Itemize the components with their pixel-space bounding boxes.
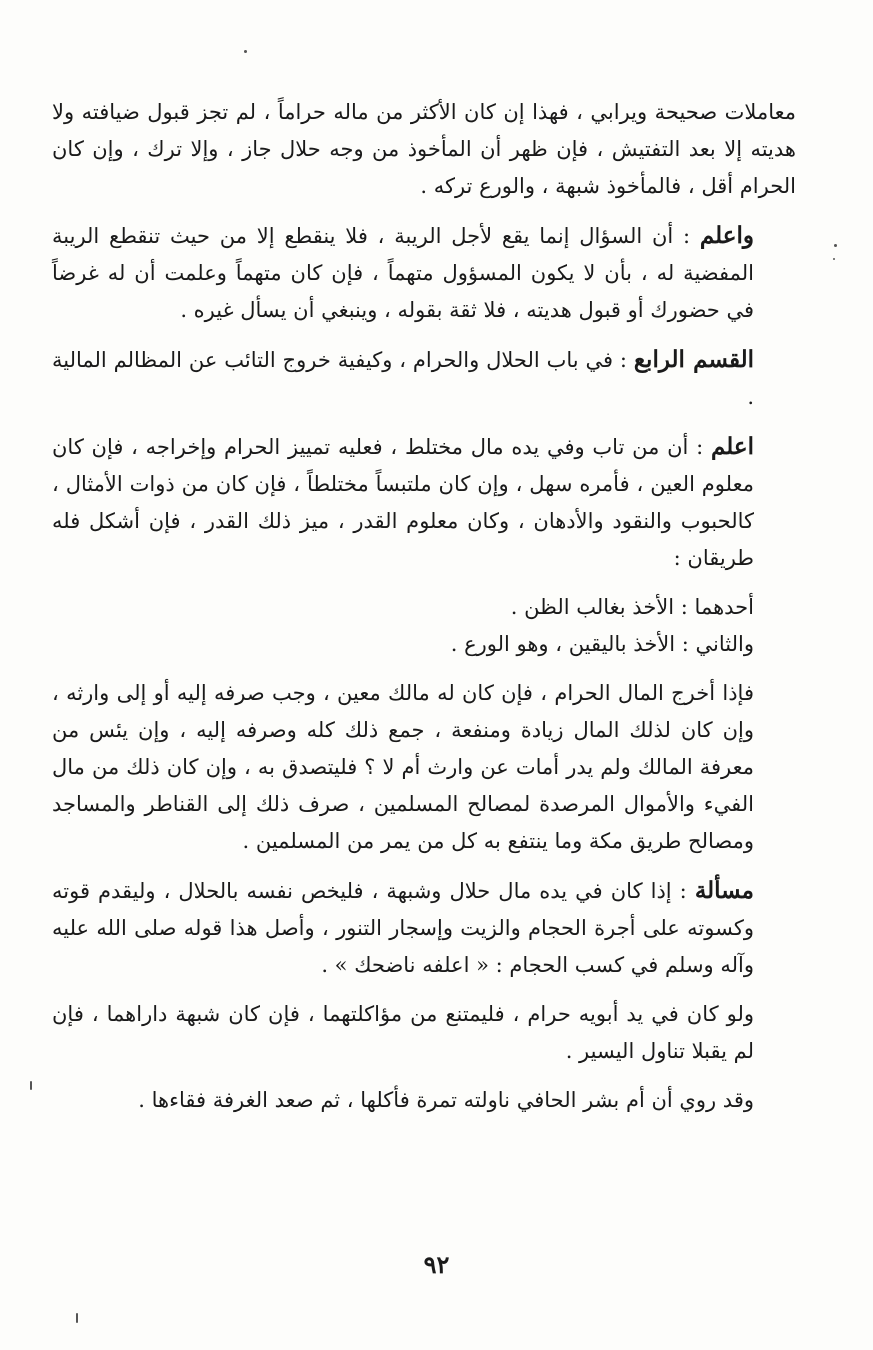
scan-speck <box>833 258 835 260</box>
section-subtitle: : في باب الحلال والحرام ، وكيفية خروج التائب عن المظالم المالية . <box>52 348 754 409</box>
paragraph-body: معاملات صحيحة ويرابي ، فهذا إن كان الأكثر من ماله حراماً ، لم تجز قبول ضيافته ولا هديته إلا بعد التفتيش ، فإن ظهر أن المأخوذ من وجه حلال جاز ، وإلا ترك ، وإن كان الحرام أقل ، فالمأخوذ شبهة ، والورع تركه . <box>52 100 796 198</box>
two-ways-list <box>52 589 796 663</box>
list-item: والثاني : الأخذ باليقين ، وهو الورع . <box>450 632 754 656</box>
paragraph-body: : أن من تاب وفي يده مال مختلط ، فعليه تمييز الحرام وإخراجه ، فإن كان معلوم العين ، فأمره سهل ، وإن كان ملتبساً مختلطاً ، فإن كان من ذوات الأمثال ، كالحبوب والنقود والأدهان ، وكان معلوم القدر ، ميز ذلك القدر ، فإن أشكل فله طريقان : <box>52 435 754 570</box>
paragraph-continued <box>52 94 796 205</box>
paragraph-heading: واعلم <box>699 222 754 249</box>
paragraph-ilam <box>52 428 796 577</box>
scan-speck <box>834 244 837 247</box>
paragraph-waalam <box>52 217 796 329</box>
page-number: ٩٢ <box>423 1250 450 1279</box>
paragraph-body: : أن السؤال إنما يقع لأجل الريبة ، فلا ينقطع إلا من حيث تنقطع الريبة المفضية له ، بأن لا يكون المسؤول متهماً ، فإن كان متهماً وعلمت أن له غرضاً في حضورك أو قبول هديته ، فلا ثقة بقوله ، وينبغي أن يسأل غيره . <box>52 224 754 322</box>
paragraph-body: : إذا كان في يده مال حلال وشبهة ، فليخص نفسه بالحلال ، وليقدم قوته وكسوته على أجرة الحجام والزيت وإسجار التنور ، وأصل هذا قوله صلى الله عليه وآله وسلم في كسب الحجام : « اعلفه ناضحك » . <box>52 879 754 977</box>
section-title: القسم الرابع <box>633 346 754 373</box>
paragraph-bishr-mother <box>52 1082 796 1119</box>
paragraph-body: فإذا أخرج المال الحرام ، فإن كان له مالك معين ، وجب صرفه إليه أو إلى وارثه ، وإن كان لذلك المال زيادة ومنفعة ، جمع ذلك كله وصرفه إليه ، وإن يئس من معرفة المالك ولم يدر أمات عن وارث أم لا ؟ فليتصدق به ، وإن كان ذلك من مال الفيء والأموال المرصدة لمصالح المسلمين ، صرف ذلك إلى القناطر والمساجد ومصالح طريق مكة وما ينتفع به كل من يمر من المسلمين . <box>52 681 754 853</box>
paragraph-heading: مسألة <box>694 877 754 904</box>
scan-speck <box>76 1313 78 1323</box>
page-body-text <box>52 94 796 1131</box>
paragraph-body: وقد روي أن أم بشر الحافي ناولته تمرة فأكلها ، ثم صعد الغرفة فقاءها . <box>138 1088 754 1112</box>
paragraph-heading: اعلم <box>710 433 754 460</box>
section-heading-fourth-part <box>52 341 796 416</box>
scan-speck <box>30 1081 32 1090</box>
scan-speck <box>244 50 247 53</box>
list-item: أحدهما : الأخذ بغالب الظن . <box>510 595 754 619</box>
paragraph-parents <box>52 996 796 1070</box>
paragraph-body: ولو كان في يد أبويه حرام ، فليمتنع من مؤاكلتهما ، فإن كان شبهة داراهما ، فإن لم يقبلا تناول اليسير . <box>52 1002 754 1063</box>
paragraph-masala <box>52 872 796 984</box>
paragraph-returning-money <box>52 675 796 860</box>
